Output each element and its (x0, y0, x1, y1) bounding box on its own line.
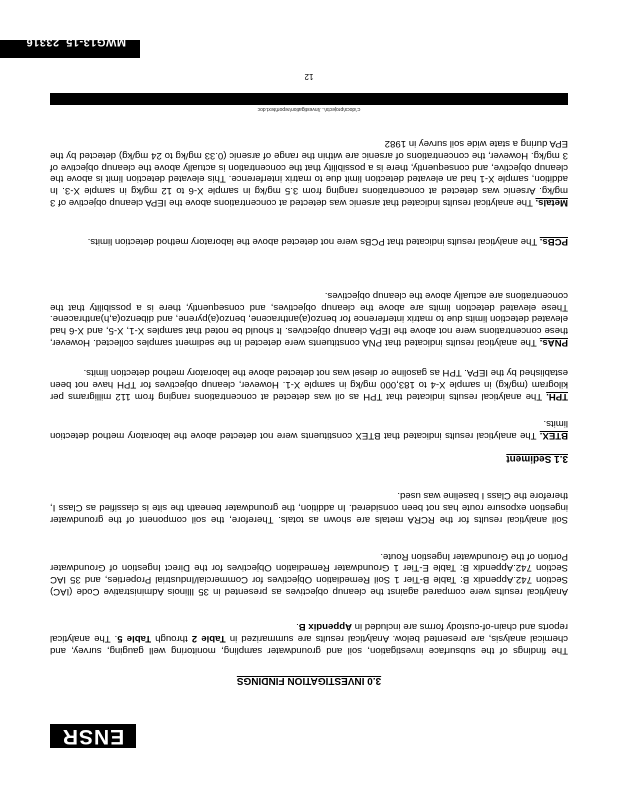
pnas-text: The analytical results indicated that PNA constituents were detected in the sediment samples collected. However, these concentrations were not above the IEPA cleanup objectives. It should be noted that samples X-1, X-5, and X-6 had elevated detection limits due to matrix interference for benzo(a)anthracene, benzo(a)pyrene, and dibenzo(a,h)anthracene. These elevated detection limits are above the cleanup objectives, and consequently, there is a possibility that the concentrations are actually above the cleanup objectives. (50, 289, 568, 348)
cleanup-objectives-paragraph: Analytical results were compared against the cleanup objectives as presented in 35 Illinois Administrative Code (IAC) Section 742.Appendix B: Table B-Tier 1 Soil Remediation Objectives for Commercial/Industrial Properties, and 35 IAC Section 742.Appendix B: Table E-Tier 1 Groundwater Remediation Objectives for the Direct Ingestion of Groundwater Portion of the Groundwater Ingestion Route. (50, 550, 568, 597)
findings-text: . The analytical reports and chain-of-custody forms are included in (50, 621, 568, 645)
btex-paragraph (50, 417, 568, 441)
metals-text: The analytical results indicated that arsenic was detected at concentrations above the IEPA cleanup objective of 3 mg/kg. Arsenic was detected at concentrations ranging from 3.5 mg/kg in sample X-6 to 12 mg/kg in sample X-3. In addition, sample X-1 had an elevated detection limit due to matrix interference. This elevated detection limit is above the cleanup objective, and consequently, there is a possibility that the concentration is actually above the cleanup objective of 3 mg/kg. However, the concentrations of arsenic are within the range of arsenic (0.33 mg/kg to 24 mg/kg) detected by the EPA during a state wide soil survey in 1982 (50, 138, 568, 208)
pcbs-text: The analytical results indicated that PCBs were not detected above the laboratory method detection limits. (87, 236, 540, 247)
pcbs-paragraph (50, 235, 568, 247)
pnas-paragraph (50, 289, 568, 348)
findings-text: through (151, 633, 192, 645)
btex-label: BTEX. (539, 430, 568, 441)
tph-label: TPH. (546, 391, 568, 402)
pnas-label: PNAs. (539, 337, 568, 348)
findings-paragraph (50, 621, 568, 656)
pcbs-label: PCBs. (539, 236, 568, 247)
metals-paragraph (50, 137, 568, 208)
bates-stamp: MWG13-15_23316 (26, 36, 126, 48)
table-5-ref: Table 5 (117, 633, 152, 645)
rcra-metals-paragraph: Soil analytical results for the RCRA metals are shown as totals. Therefore, the soil component of the groundwater ingestion exposure route has not been considered. In addition, the groundwater beneath the site is classified as Class I, therefore the Class I baseline was used. (50, 490, 568, 525)
footer-rule (50, 93, 568, 105)
sediment-subheading: 3.1 Sediment (506, 453, 568, 464)
table-2-ref: Table 2 (191, 633, 226, 645)
findings-text: The findings of the subsurface investigation, soil and groundwater sampling, monitoring well gauging, survey, and chemical analysis, are presented below. Analytical results are summarized in (50, 633, 568, 656)
metals-label: Metals. (535, 197, 568, 208)
appendix-b-ref: Appendix B (298, 621, 353, 633)
page-number: 12 (304, 72, 314, 81)
btex-text: The analytical results indicated that BTEX constituents were not detected above the laboratory method detection limits. (50, 418, 568, 441)
section-heading: 3.0 INVESTIGATION FINDINGS (236, 675, 382, 686)
findings-text: . (296, 621, 299, 633)
ensr-logo: ENSR (50, 724, 136, 748)
footer-file-path: c:\docs\projects\...\investigation\report\text.doc (257, 106, 361, 112)
tph-paragraph (50, 367, 568, 402)
tph-text: The analytical results indicated that TPH as oil was detected at concentrations ranging from 112 milligrams per kilogram (mg/kg) in sample X-4 to 183,000 mg/kg in sample X-1. However, cleanup objectives for TPH have not been established by the IEPA. TPH as gasoline or diesel was not detected above the laboratory method detection limits. (50, 367, 568, 402)
